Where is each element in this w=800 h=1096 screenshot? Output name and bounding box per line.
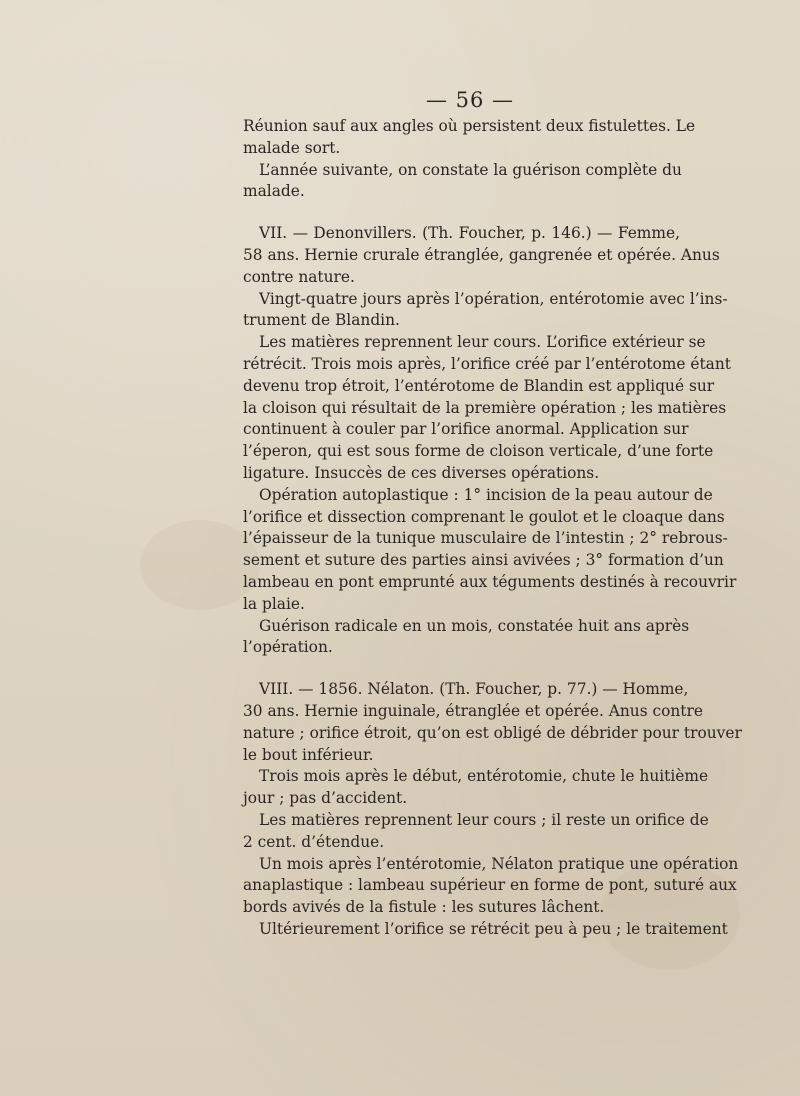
page-number: — 56 —	[425, 88, 515, 112]
text-line: sement et suture des parties ainsi avivées ; 3° formation d’un	[243, 551, 724, 570]
text-line: malade sort.	[243, 138, 341, 157]
text-line: la plaie.	[243, 594, 305, 613]
text-line: continuent à couler par l’orifice anormal. Application sur	[243, 420, 689, 439]
body-text	[243, 116, 742, 941]
text-line: l’épaisseur de la tunique musculaire de l’intestin ; 2° rebrous-	[243, 529, 728, 548]
text-line: la cloison qui résultait de la première opération ; les matières	[243, 398, 727, 417]
text-line: Réunion sauf aux angles où persistent deux fistulettes. Le	[243, 117, 696, 135]
case-heading-line: VII. — Denonvillers. (Th. Foucher, p. 146.) — Femme,	[259, 224, 680, 243]
text-line: contre nature.	[243, 267, 355, 286]
text-line: Trois mois après le début, entérotomie, chute le huitième	[259, 767, 709, 786]
text-line: Ultérieurement l’orifice se rétrécit peu à peu ; le traitement	[259, 919, 728, 938]
paper-stain	[140, 520, 260, 610]
text-line: jour ; pas d’accident.	[243, 789, 408, 808]
text-line: anaplastique : lambeau supérieur en forme de pont, suturé aux	[243, 876, 737, 895]
text-line: rétrécit. Trois mois après, l’orifice créé par l’entérotome étant	[243, 354, 731, 373]
text-line: devenu trop étroit, l’entérotome de Blandin est appliqué sur	[243, 376, 715, 395]
paragraph-gap	[243, 659, 680, 679]
text-line: ligature. Insuccès de ces diverses opérations.	[243, 463, 600, 482]
text-line: 2 cent. d’étendue.	[243, 832, 385, 851]
text-line: l’éperon, qui est sous forme de cloison verticale, d’une forte	[243, 442, 714, 461]
text-line: Les matières reprennent leur cours. L’orifice extérieur se	[259, 333, 706, 352]
text-line: Les matières reprennent leur cours ; il reste un orifice de	[259, 810, 709, 829]
text-line: Vingt-quatre jours après l’opération, entérotomie avec l’ins-	[259, 289, 728, 308]
text-line: l’orifice et dissection comprenant le goulot et le cloaque dans	[243, 507, 725, 526]
case-heading-line: VIII. — 1856. Nélaton. (Th. Foucher, p. 77.) — Homme,	[259, 680, 689, 699]
text-line: lambeau en pont emprunté aux téguments destinés à recouvrir	[243, 572, 737, 591]
text-line: 58 ans. Hernie crurale étranglée, gangrenée et opérée. Anus	[243, 245, 720, 264]
text-line: L’année suivante, on constate la guérison complète du	[259, 160, 682, 179]
text-line: trument de Blandin.	[243, 311, 400, 330]
text-line: malade.	[243, 182, 305, 201]
text-line: Guérison radicale en un mois, constatée huit ans après	[259, 616, 690, 635]
text-line: l’opération.	[243, 638, 333, 657]
text-line: le bout inférieur.	[243, 745, 374, 764]
paragraph-gap	[243, 203, 680, 223]
text-line: nature ; orifice étroit, qu’on est obligé de débrider pour trouver	[243, 723, 742, 742]
text-line: Un mois après l’entérotomie, Nélaton pratique une opération	[259, 854, 739, 873]
text-line: Opération autoplastique : 1° incision de la peau autour de	[259, 485, 713, 504]
text-line: 30 ans. Hernie inguinale, étranglée et opérée. Anus contre	[243, 701, 703, 720]
text-line: bords avivés de la fistule : les sutures lâchent.	[243, 898, 605, 917]
